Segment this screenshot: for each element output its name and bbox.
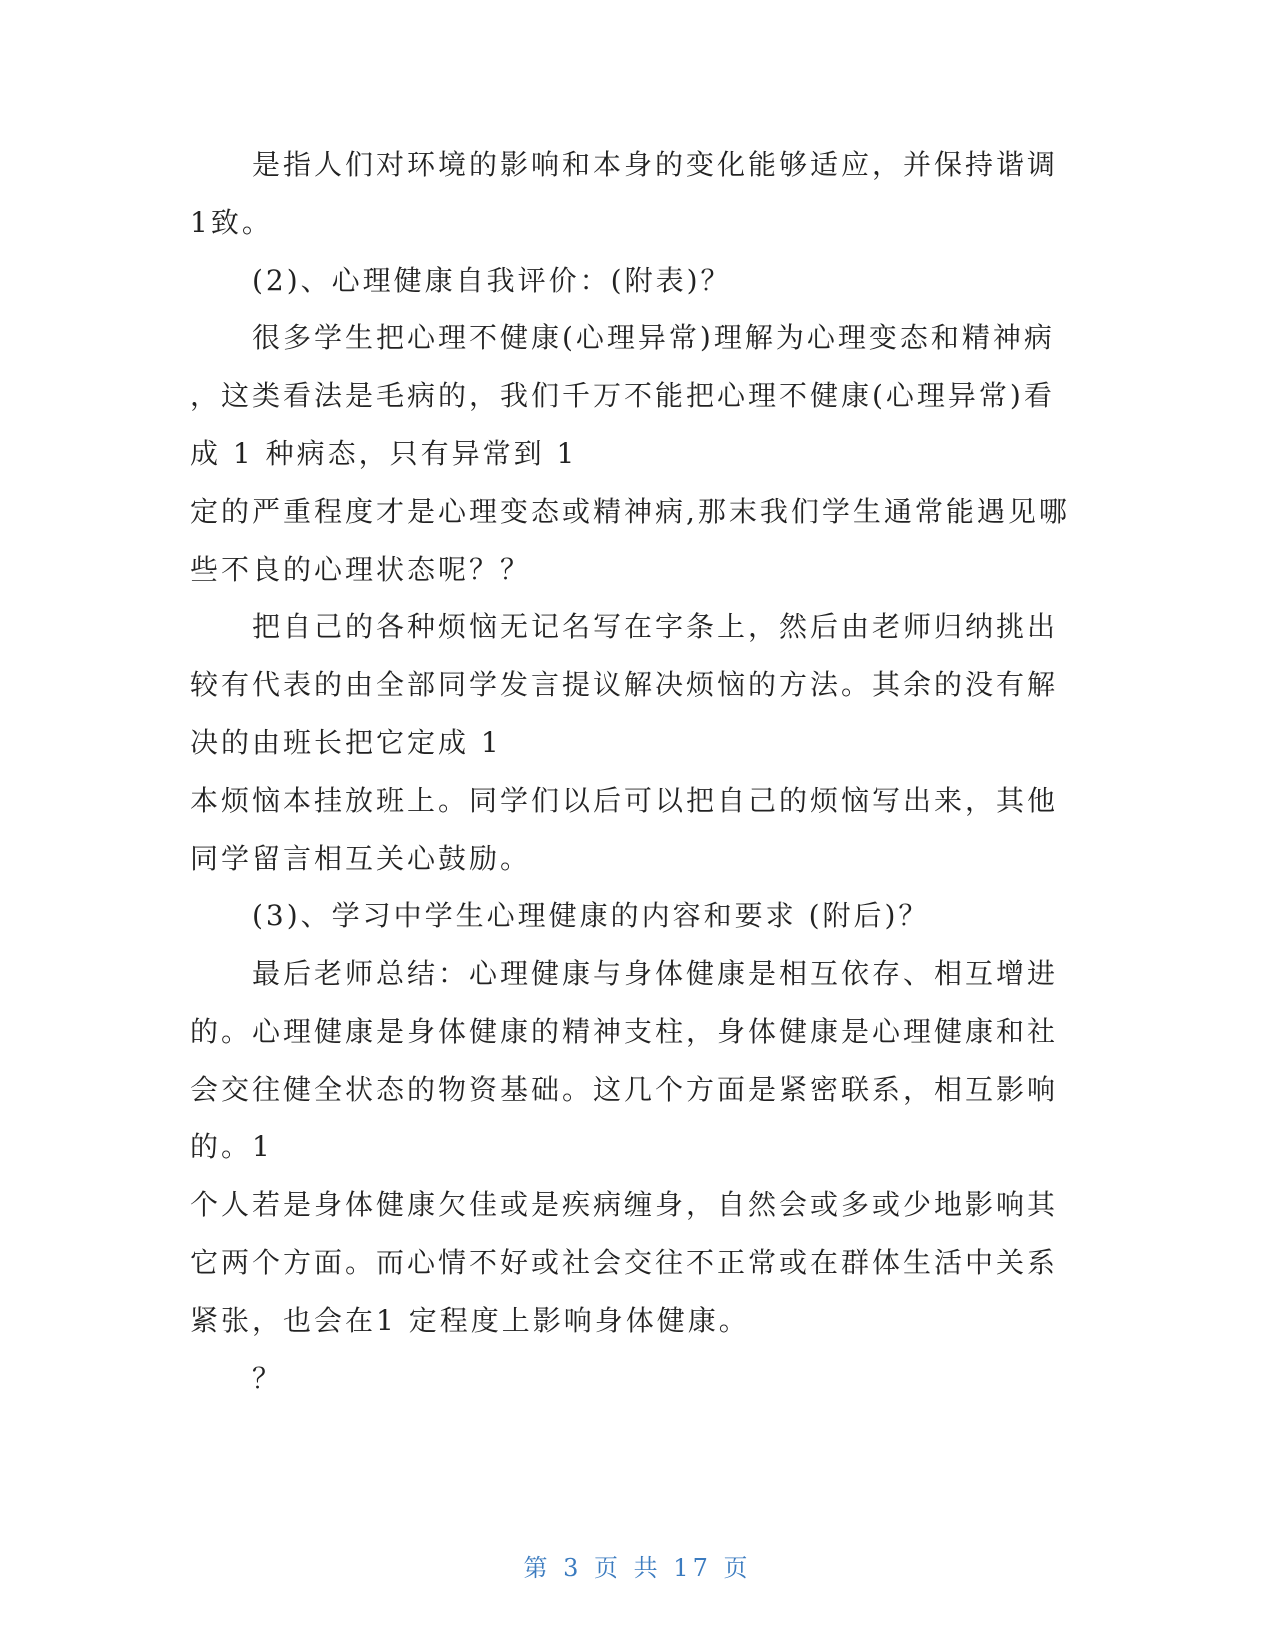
text-line: 定的严重程度才是心理变态或精神病,那末我们学生通常能遇见哪	[190, 495, 1070, 528]
text-line: 会交往健全状态的物资基础。这几个方面是紧密联系，相互影响	[190, 1073, 1059, 1106]
text-line: 最后老师总结：心理健康与身体健康是相互依存、相互增进	[252, 957, 1059, 990]
text-line: (2)、心理健康自我评价：(附表)？	[252, 264, 732, 297]
text-line: 紧张，也会在1 定程度上影响身体健康。	[190, 1304, 750, 1337]
text-line: 成 1 种病态，只有异常到 1	[190, 437, 578, 470]
text-line: ？	[252, 1362, 284, 1395]
text-line: 的。心理健康是身体健康的精神支柱，身体健康是心理健康和社	[190, 1015, 1059, 1048]
text-line: 个人若是身体健康欠佳或是疾病缠身，自然会或多或少地影响其	[190, 1188, 1059, 1221]
text-line: 同学留言相互关心鼓励。	[190, 842, 532, 875]
text-line: 的。1	[190, 1130, 273, 1163]
text-line: 它两个方面。而心情不好或社会交往不正常或在群体生活中关系	[190, 1246, 1059, 1279]
text-line: 较有代表的由全部同学发言提议解决烦恼的方法。其余的没有解	[190, 668, 1059, 701]
text-line: 决的由班长把它定成 1	[190, 726, 502, 759]
text-line: 是指人们对环境的影响和本身的变化能够适应，并保持谐调	[252, 148, 1059, 181]
text-line: 1致。	[190, 206, 273, 239]
text-line: 很多学生把心理不健康(心理异常)理解为心理变态和精神病	[252, 321, 1055, 354]
text-line: 些不良的心理状态呢？？	[190, 553, 532, 586]
page-number-footer: 第 3 页 共 17 页	[523, 1554, 752, 1582]
text-line: 本烦恼本挂放班上。同学们以后可以把自己的烦恼写出来，其他	[190, 784, 1059, 817]
text-line: 把自己的各种烦恼无记名写在字条上，然后由老师归纳挑出	[252, 610, 1059, 643]
text-line: (3)、学习中学生心理健康的内容和要求 (附后)？	[252, 899, 930, 932]
text-line: ，这类看法是毛病的，我们千万不能把心理不健康(心理异常)看	[190, 379, 1055, 412]
